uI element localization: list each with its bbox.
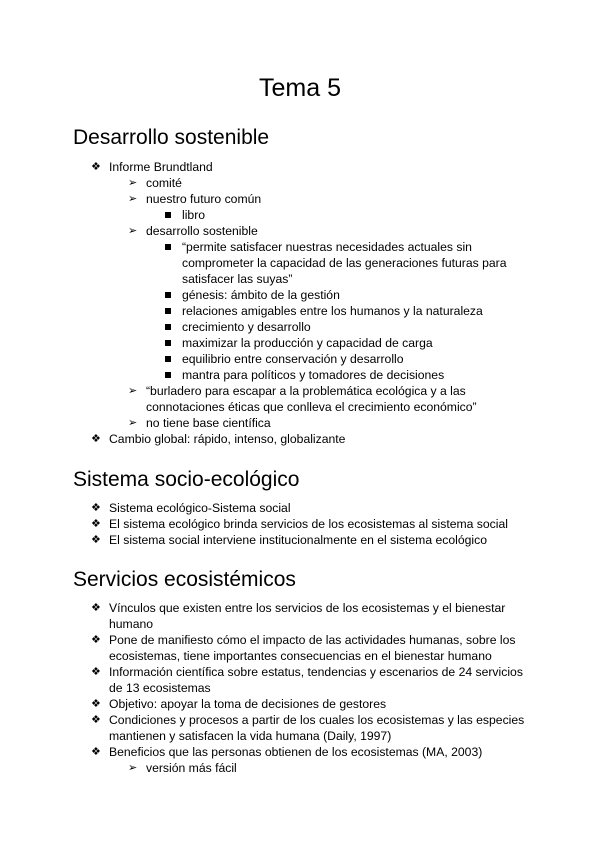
diamond-bullet-icon: ❖ — [91, 502, 101, 514]
square-bullet-icon — [165, 212, 171, 218]
list-item: génesis: ámbito de la gestión — [182, 288, 340, 302]
list-item: nuestro futuro común — [146, 192, 262, 206]
list-item: versión más fácil — [146, 761, 237, 775]
list-item-continuation: mantienen y satisfacen la vida humana (Daily, 1997) — [109, 729, 392, 743]
list-item: maximizar la producción y capacidad de carga — [182, 336, 433, 350]
list-item: Condiciones y procesos a partir de los cuales los ecosistemas y las especies — [109, 713, 525, 727]
diamond-bullet-icon: ❖ — [91, 433, 101, 445]
diamond-bullet-icon: ❖ — [91, 161, 101, 173]
square-bullet-icon — [165, 340, 171, 346]
list-item: Pone de manifiesto cómo el impacto de las actividades humanas, sobre los — [109, 633, 516, 647]
list-item: El sistema ecológico brinda servicios de los ecosistemas al sistema social — [109, 517, 508, 531]
diamond-bullet-icon: ❖ — [91, 602, 101, 614]
list-item: Información científica sobre estatus, tendencias y escenarios de 24 servicios — [109, 665, 523, 679]
diamond-bullet-icon: ❖ — [91, 714, 101, 726]
arrow-bullet-icon: ➢ — [128, 762, 138, 774]
diamond-bullet-icon: ❖ — [91, 518, 101, 530]
list-item: desarrollo sostenible — [146, 224, 258, 238]
list-item: libro — [182, 208, 206, 222]
list-item: mantra para políticos y tomadores de decisiones — [182, 368, 445, 382]
square-bullet-icon — [165, 372, 171, 378]
list-item: Sistema ecológico-Sistema social — [109, 501, 291, 515]
list-item-continuation: satisfacer las suyas” — [182, 272, 293, 286]
diamond-bullet-icon: ❖ — [91, 746, 101, 758]
list-item: Beneficios que las personas obtienen de los ecosistemas (MA, 2003) — [109, 745, 483, 759]
list-item-continuation: ecosistemas, tiene importantes consecuencias en el bienestar humano — [109, 649, 492, 663]
list-item: no tiene base científica — [146, 416, 271, 430]
arrow-bullet-icon: ➢ — [128, 225, 138, 237]
diamond-bullet-icon: ❖ — [91, 698, 101, 710]
list-item: Vínculos que existen entre los servicios de los ecosistemas y el bienestar — [109, 601, 506, 615]
list-item: equilibrio entre conservación y desarrollo — [182, 352, 404, 366]
section-heading-sistema: Sistema socio-ecológico — [73, 468, 300, 491]
arrow-bullet-icon: ➢ — [128, 385, 138, 397]
list-item-continuation: de 13 ecosistemas — [109, 681, 211, 695]
square-bullet-icon — [165, 292, 171, 298]
list-item-continuation: humano — [109, 617, 154, 631]
square-bullet-icon — [165, 324, 171, 330]
list-item: Objetivo: apoyar la toma de decisiones de gestores — [109, 697, 387, 711]
list-item: Cambio global: rápido, intenso, globalizante — [109, 432, 346, 446]
arrow-bullet-icon: ➢ — [128, 417, 138, 429]
list-item: Informe Brundtland — [109, 160, 213, 174]
section-heading-desarrollo: Desarrollo sostenible — [73, 126, 270, 149]
arrow-bullet-icon: ➢ — [128, 193, 138, 205]
diamond-bullet-icon: ❖ — [91, 534, 101, 546]
arrow-bullet-icon: ➢ — [128, 177, 138, 189]
diamond-bullet-icon: ❖ — [91, 634, 101, 646]
diamond-bullet-icon: ❖ — [91, 666, 101, 678]
square-bullet-icon — [165, 308, 171, 314]
list-item: crecimiento y desarrollo — [182, 320, 311, 334]
square-bullet-icon — [165, 356, 171, 362]
list-item: comité — [146, 176, 182, 190]
square-bullet-icon — [165, 244, 171, 250]
list-item-continuation: comprometer la capacidad de las generaciones futuras para — [182, 256, 507, 270]
section-heading-servicios: Servicios ecosistémicos — [73, 568, 296, 591]
page-title: Tema 5 — [259, 74, 341, 102]
list-item: “burladero para escapar a la problemática ecológica y a las — [146, 384, 466, 398]
list-item: El sistema social interviene institucionalmente en el sistema ecológico — [109, 533, 487, 547]
list-item: “permite satisfacer nuestras necesidades actuales sin — [182, 240, 472, 254]
list-item: relaciones amigables entre los humanos y la naturaleza — [182, 304, 483, 318]
list-item-continuation: connotaciones éticas que conlleva el crecimiento económico” — [146, 400, 477, 414]
